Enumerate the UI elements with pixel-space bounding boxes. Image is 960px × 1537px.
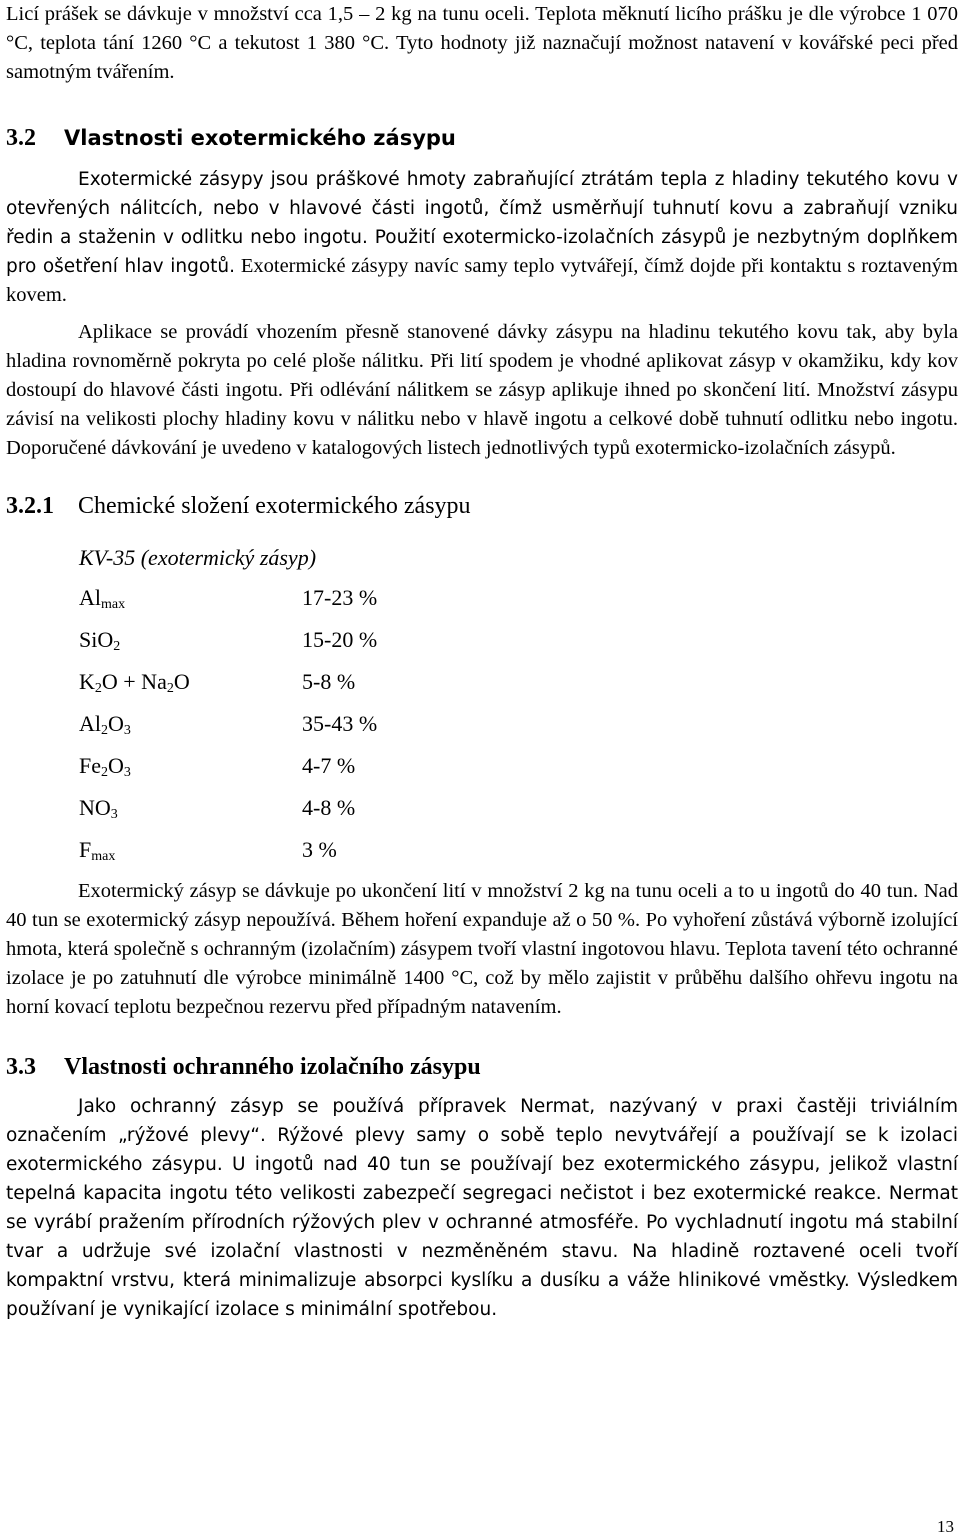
- section-number: 3.3: [6, 1054, 36, 1080]
- page-number: 13: [937, 1517, 954, 1536]
- document-page: [6, 0, 958, 1324]
- composition-list: [6, 583, 958, 867]
- component-value: 4-7 %: [302, 753, 356, 778]
- intro-paragraph: Licí prášek se dávkuje v množství cca 1,5 – 2 kg na tunu oceli. Teplota měknutí licího prášku je dle výrobce 1 070 °C, teplota tání 1260 °C a tekutost 1 380 °C. Tyto hodnoty již naznačují možnost natavení v kovářské peci před samotným tvářením.: [6, 3, 958, 83]
- section-heading-3-3: [6, 1052, 958, 1082]
- component-value: 3 %: [302, 837, 337, 862]
- paragraph: Jako ochranný zásyp se používá přípravek Nermat, nazývaný v praxi častěji triviálním označením „rýžové plevy“. Rýžové plevy samy o sobě teplo nevytvářejí a používají se k izolaci exotermického zásypu. U ingotů nad 40 tun se používají bez exotermického zásypu, jelikož vlastní tepelná kapacita ingotu této velikosti zabezpečí segregaci nečistot i bez exotermické reakce. Nermat se vyrábí pražením přírodních rýžových plev v ochranné atmosféře. Po vychladnutí ingotu má stabilní tvar a udržuje své izolační vlastnosti v nezměněném stavu. Na hladině roztavené oceli tvoří kompaktní vrstvu, která minimalizuje absorpci kyslíku a dusíku a váže hlinikové vměstky. Výsledkem používaní je vynikající izolace s minimální spotřebou.: [6, 1096, 958, 1320]
- paragraph: Aplikace se provádí vhozením přesně stanovené dávky zásypu na hladinu tekutého kovu tak, aby byla hladina rovnoměrně pokryta po celé ploše nálitku. Při lití spodem je vhodné aplikovat zásyp v okamžiku, kdy kov dostoupí do hlavové části ingotu. Při odlévání nálitkem se zásyp aplikuje ihned po skončení lití. Množství zásypu závisí na velikosti plochy hladiny kovu v nálitku nebo v hlavě ingotu a celkové době tuhnutí odlitku nebo ingotu. Doporučené dávkování je uvedeno v katalogových listech jednotlivých typů exotermicko-izolačních zásypů.: [6, 321, 958, 459]
- section-title: Vlastnosti ochranného izolačního zásypu: [64, 1054, 481, 1080]
- component-name: $K_2O + Na_2O$: [79, 669, 190, 696]
- component-name: $F_{max}$: [79, 837, 116, 864]
- component-value: 5-8 %: [302, 669, 356, 694]
- composition-row: [6, 625, 958, 667]
- component-value: 35-43 %: [302, 711, 378, 736]
- component-name: $NO_3$: [79, 795, 118, 822]
- section-heading-3-2: [6, 123, 958, 153]
- paragraph-text: Exotermické zásypy navíc samy teplo vytvářejí, čímž dojde při kontaktu s roztaveným kovem.: [6, 255, 958, 306]
- composition-row: [6, 667, 958, 709]
- section-number: 3.2: [6, 125, 36, 151]
- component-value: 17-23 %: [302, 585, 378, 610]
- component-name: $Fe_2O_3$: [79, 753, 131, 780]
- paragraph-text: Exotermické zásypy jsou práškové hmoty zabraňující ztrátám tepla z hladiny tekutého kovu v otevřených nálitcích, nebo v hlavové části ingotů, čímž usměrňují tuhnutí kovu a zabraňují vzniku ředin a staženin v odlitku nebo ingotu. Použití exotermicko-izolačních zásypů je nezbytným doplňkem pro ošetření hlav ingotů.: [6, 169, 958, 277]
- section-heading-3-2-1: [6, 491, 958, 521]
- composition-title: KV-35 (exotermický zásyp): [79, 545, 317, 570]
- component-value: 4-8 %: [302, 795, 356, 820]
- composition-row: [6, 583, 958, 625]
- composition-row: [6, 709, 958, 751]
- paragraph: [6, 165, 958, 310]
- component-value: 15-20 %: [302, 627, 378, 652]
- component-name: $Al_{max}$: [79, 585, 126, 612]
- component-name: SiO$_2$: [79, 627, 121, 654]
- section-title: Vlastnosti exotermického zásypu: [64, 126, 456, 150]
- paragraph: Exotermický zásyp se dávkuje po ukončení lití v množství 2 kg na tunu oceli a to u ingotů do 40 tun. Nad 40 tun se exotermický zásyp nepoužívá. Během hoření expanduje až o 50 %. Po vyhoření zůstává výborně izolující hmota, která společně s ochranným (izolačním) zásypem tvoří vlastní ingotovou hlavu. Teplota tavení této ochranné izolace je po zatuhnutí dle výrobce minimálně 1400 °C, což by mělo zajistit v průběhu dalšího ohřevu ingotu na horní kovací teplotu bezpečnou rezervu před případným natavením.: [6, 880, 958, 1018]
- component-name: $Al_2O_3$: [79, 711, 131, 738]
- section-title: Chemické složení exotermického zásypu: [78, 493, 471, 519]
- composition-row: [6, 751, 958, 793]
- composition-row: [6, 835, 958, 867]
- section-number: 3.2.1: [6, 493, 54, 519]
- composition-row: [6, 793, 958, 835]
